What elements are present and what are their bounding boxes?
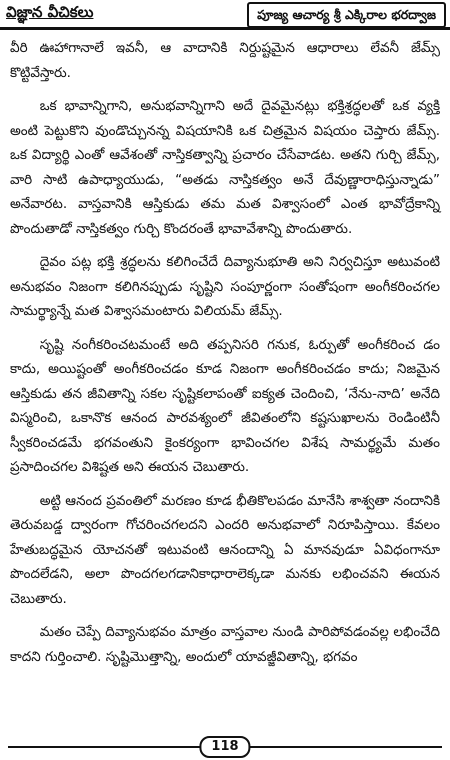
paragraph: సృష్టి నంగీకరించటమంటే అది తప్పనిసరి గనుక, ఓర్పుతో అంగీకరించ డం కాదు, అయిష్టంతో అంగీకరించడం కూడ నిజంగా అంగీకరించడం కాదు; నిజమైన ఆస్తికుడు తన జీవితాన్ని సకల సృష్టికలాపంతో ఐక్యత చెందించి, ‘నేను-నాది’ అనేది విస్మరించి, ఒకానొక ఆనంద పారవశ్యంలో జీవితంలోని కష్టసుఖాలను రెండింటినీ స్వీకరించడమే భగవంతుని కైంకర్యంగా భావించగల విశేష సామర్థ్యమే మతం ప్రసాదించగల విశిష్టత అని ఈయన చెబుతారు.	[10, 336, 440, 475]
paragraph: వీరి ఊహాగానాలే ఇవనీ, ఆ వాదానికి నిర్దుష్టమైన ఆధారాలు లేవనీ జేమ్స్ కొట్టివేస్తారు.	[10, 40, 440, 81]
page-header	[0, 0, 450, 30]
paragraph: అట్టి ఆనంద ప్రవంతిలో మరణం కూడ భీతికొలపడం మానేసి శాశ్వతా నందానికి తెరువబడ్డ ద్వారంగా గోచరించగలదని ఎందరి అనుభవాలో నిరూపిస్తాయి. కేవలం హేతుబద్ధమైన యోచనతో ఇటువంటి ఆనందాన్ని ఏ మానవుడూ ఏవిధంగానూ పొందలేడని, అలా పొందగలగడానికాధారాలెక్కడా మనకు లభించవని ఈయన చెబుతారు.	[10, 492, 440, 607]
paragraph: ఒక భావాన్నిగాని, అనుభవాన్నిగాని అదే దైవమైనట్లు భక్తిశ్రద్ధలతో ఒక వ్యక్తి అంటి పెట్టుకొని వుండొచ్చునన్న విషయానికి ఒక చిత్రమైన విషయం చెప్తారు జేమ్స్. ఒక విద్యార్థి ఎంతో ఆవేశంతో నాస్తికత్వాన్ని ప్రచారం చేసేవాడట. అతని గుర్చి జేమ్స్, వారి సాటి ఉపాధ్యాయుడు, “అతడు నాస్తికత్వం అనే దేవుణ్ణారాధిస్తున్నాడు” అనేవారట. వాస్తవానికి ఆస్తికుడు తమ మత విశ్వాసంలో ఎంత భావోద్రేకాన్ని పొందుతాడో నాస్తికత్వం గుర్చి కొందరంతే భావావేశాన్ని పొందుతారు.	[10, 98, 440, 237]
author-name: పూజ్య ఆచార్య శ్రీ ఎక్కిరాల భరద్వాజ	[247, 2, 446, 28]
body-text	[10, 36, 440, 678]
paragraph: దైవం పట్ల భక్తి శ్రద్ధలను కలిగించేదే దివ్యానుభూతి అని నిర్వచిస్తూ అటువంటి అనుభవం నిజంగా కలిగినప్పుడు సృష్టిని సంపూర్ణంగా సంతోషంగా అంగీకరించగల సామర్థ్యాన్నే మత విశ్వాసమంటారు విలియమ్ జేమ్స్.	[10, 254, 440, 319]
page-number: 118	[199, 736, 250, 758]
paragraph: మతం చెప్పే దివ్యానుభవం మాత్రం వాస్తవాల నుండి పారిపోవడంవల్ల లభించేది కాదని గుర్తించాలి. సృష్టిమొత్తాన్ని, అందులో యావజ్జీవితాన్ని, భగవం	[10, 624, 440, 665]
page-footer	[0, 736, 450, 756]
book-title: విజ్ఞాన వీచికలు	[6, 3, 94, 21]
